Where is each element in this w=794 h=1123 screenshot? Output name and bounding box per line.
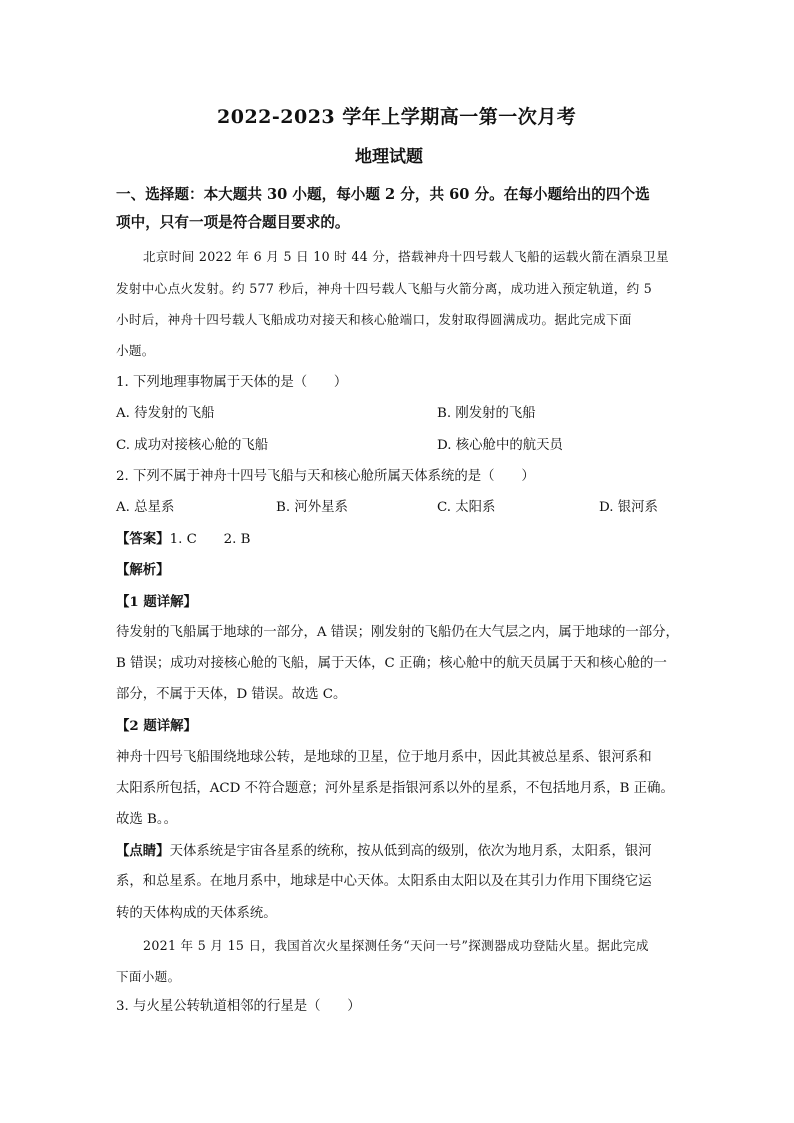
question-1-stem: 1. 下列地理事物属于天体的是（ ） <box>116 375 348 390</box>
answer-label: 【答案】 <box>116 531 170 547</box>
point-label: 【点睛】 <box>116 843 170 859</box>
detail2-line: 神舟十四号飞船围绕地球公转，是地球的卫星，位于地月系中，因此其被总星系、银河系和 <box>116 750 652 765</box>
question-1-option-c: C. 成功对接核心舱的飞船 <box>116 438 269 453</box>
passage1-line: 北京时间 2022 年 6 月 5 日 10 时 44 分，搭载神舟十四号载人飞船的运载火箭在酒泉卫星 <box>143 249 669 264</box>
section-heading-line1: 一、选择题：本大题共 30 小题，每小题 2 分，共 60 分。在每小题给出的四个选 <box>116 186 650 203</box>
question-1-option-a: A. 待发射的飞船 <box>116 406 215 421</box>
page-subtitle: 地理试题 <box>355 147 423 167</box>
detail1-line: 待发射的飞船属于地球的一部分，A 错误；刚发射的飞船仍在大气层之内，属于地球的一部分， <box>116 625 679 640</box>
question-2-stem: 2. 下列不属于神舟十四号飞船与天和核心舱所属天体系统的是（ ） <box>116 469 535 484</box>
detail2-line: 太阳系所包括，ACD 不符合题意；河外星系是指银河系以外的星系，不包括地月系，B 正确。 <box>116 781 674 796</box>
question-3-stem: 3. 与火星公转轨道相邻的行星是（ ） <box>116 999 361 1014</box>
question-2-option-c: C. 太阳系 <box>437 500 496 515</box>
point-text: 天体系统是宇宙各星系的统称，按从低到高的级别，依次为地月系，太阳系，银河 <box>169 844 652 859</box>
answer-value: 1. C 2. B <box>169 532 251 547</box>
point-line: 转的天体构成的天体系统。 <box>116 906 277 921</box>
passage2-line: 下面小题。 <box>116 969 181 984</box>
point-line: 系，和总星系。在地月系中，地球是中心天体。太阳系由太阳以及在其引力作用下围绕它运 <box>116 874 652 889</box>
point-line-first <box>116 842 652 861</box>
passage1-line: 小时后，神舟十四号载人飞船成功对接天和核心舱端口，发射取得圆满成功。据此完成下面 <box>116 312 632 327</box>
page-title: 2022-2023 学年上学期高一第一次月考 <box>217 106 577 128</box>
question-2-option-b: B. 河外星系 <box>276 500 348 515</box>
question-1-option-d: D. 核心舱中的航天员 <box>437 438 563 453</box>
detail2-line: 故选 B。。 <box>116 812 177 827</box>
question-2-option-a: A. 总星系 <box>116 500 175 515</box>
detail1-line: 部分，不属于天体，D 错误。故选 C。 <box>116 687 347 702</box>
analysis-label: 【解析】 <box>116 562 170 578</box>
detail1-label: 【1 题详解】 <box>116 594 197 610</box>
question-2-option-d: D. 银河系 <box>599 500 658 515</box>
passage1-line: 发射中心点火发射。约 577 秒后，神舟十四号载人飞船与火箭分离，成功进入预定轨道，约 5 <box>116 281 653 296</box>
passage2-line: 2021 年 5 月 15 日，我国首次火星探测任务“天问一号”探测器成功登陆火星。据此完成 <box>143 938 649 953</box>
answer-line <box>116 530 251 549</box>
detail1-line: B 错误；成功对接核心舱的飞船，属于天体，C 正确；核心舱中的航天员属于天和核心舱的一 <box>116 656 667 671</box>
question-1-option-b: B. 刚发射的飞船 <box>437 406 536 421</box>
detail2-label: 【2 题详解】 <box>116 718 197 734</box>
passage1-line: 小题。 <box>116 343 155 358</box>
section-heading-line2: 项中，只有一项是符合题目要求的。 <box>116 214 350 231</box>
